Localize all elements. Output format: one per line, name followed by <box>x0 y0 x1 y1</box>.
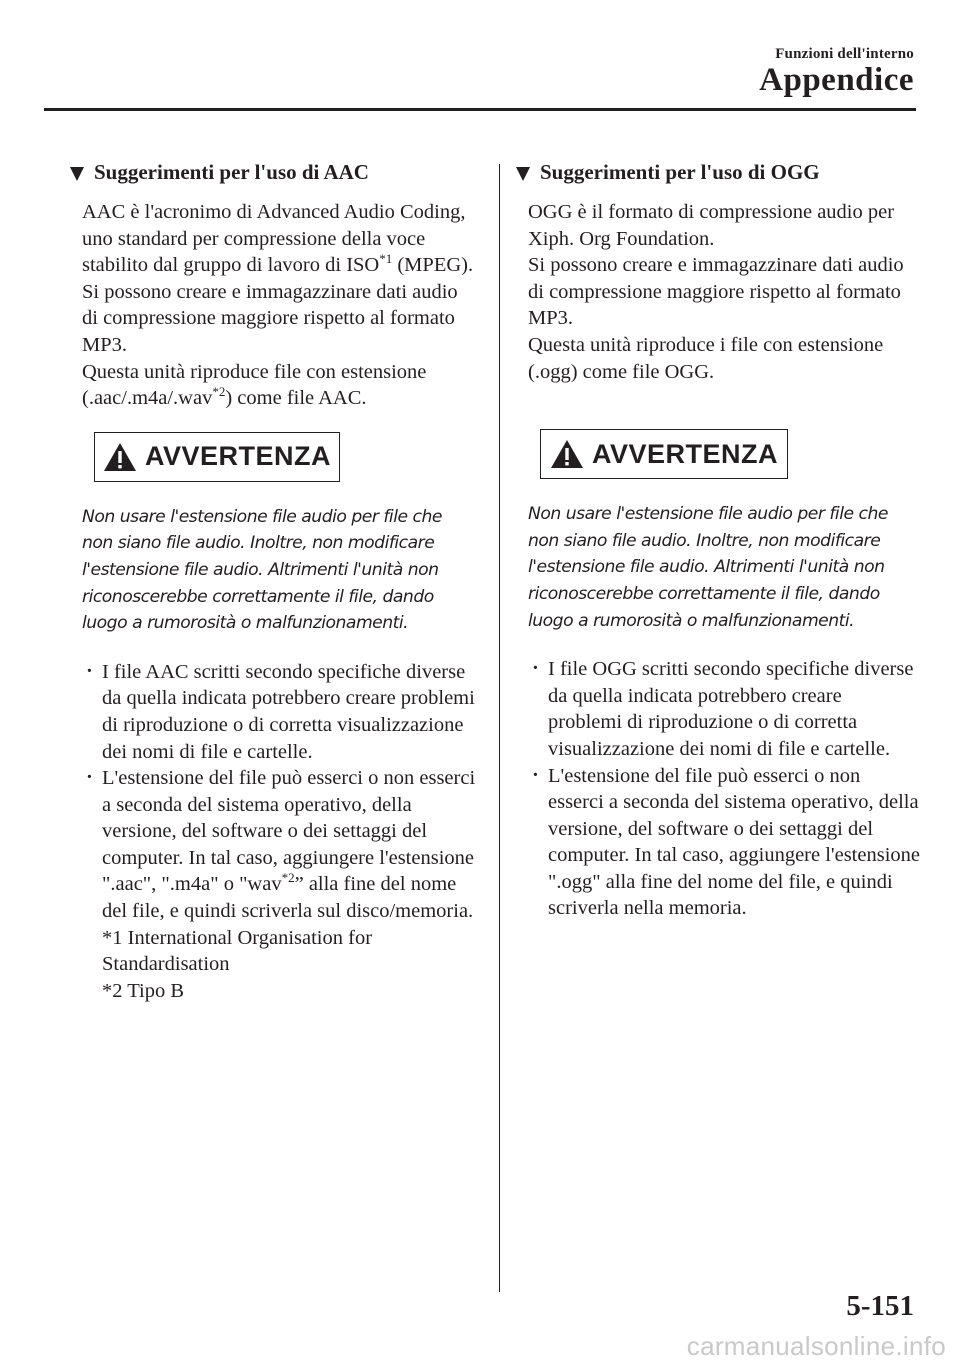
watermark: carmanualsonline.info <box>686 1331 946 1361</box>
list-item: · I file OGG scritti secondo specifiche diverse da quella indicata potrebbero creare problemi di riproduzione o di corretta visualizzazione dei nomi di file e cartelle. <box>528 656 920 762</box>
header-rule <box>44 108 916 111</box>
ogg-bullet-list <box>528 656 920 922</box>
ogg-intro-paragraph-2: Si possono creare e immagazzinare dati audio di compressione maggiore rispetto al formato MP3. <box>528 254 904 330</box>
list-item: · I file AAC scritti secondo specifiche diverse da quella indicata potrebbero creare problemi di riproduzione o di corretta visualizzazione dei nomi di file e cartelle. <box>82 659 476 765</box>
ogg-intro-paragraph-3: Questa unità riproduce i file con estensione (.ogg) come file OGG. <box>528 333 884 383</box>
ogg-intro-paragraph-1: OGG è il formato di compressione audio per Xiph. Org Foundation. <box>528 201 895 250</box>
footnote-ref-1: *1 <box>379 251 393 267</box>
aac-bullet-list <box>82 659 476 925</box>
right-column <box>528 160 920 922</box>
ogg-heading-text: Suggerimenti per l'uso di OGG <box>540 160 820 184</box>
aac-footnotes <box>82 925 476 1005</box>
header-chapter-title: Appendice <box>759 62 914 98</box>
aac-format-text-b: ) come file AAC. <box>225 387 367 410</box>
aac-warning-text: Non usare l'estensione file audio per file che non siano file audio. Inoltre, non modificare l'estensione file audio. Altrimenti l'unità non riconoscerebbe correttamente il file, dando luogo a rumorosità o malfunzionamenti. <box>82 506 442 634</box>
aac-format-text-a: Questa unità riproduce file con estensione (.aac/.m4a/.wav <box>82 360 427 410</box>
aac-intro-paragraph <box>82 199 476 359</box>
triangle-bullet-icon <box>70 167 84 181</box>
aac-intro-text-b: (MPEG). Si possono creare e immagazzinare dati audio di compressione maggiore rispetto al formato MP3. <box>82 254 474 356</box>
aac-heading <box>70 160 476 185</box>
aac-bullet2-text-b: ” alla fine del nome del file, e quindi scriverla sul disco/memoria. <box>102 873 474 923</box>
footnote-1: *1 International Organisation for Standardisation <box>102 926 373 976</box>
list-item <box>82 765 476 925</box>
warning-triangle-icon <box>550 439 584 469</box>
list-item: · L'estensione del file può esserci o non esserci a seconda del sistema operativo, della versione, del software o dei settaggi del computer. In tal caso, aggiungere l'estensione ".ogg" alla fine del nome del file, e quindi scriverla nella memoria. <box>528 763 920 923</box>
aac-bullet2-text-a: L'estensione del file può esserci o non esserci a seconda del sistema operativo, della versione, del software o dei settaggi del computer. In tal caso, aggiungere l'estensione ".aac", ".m4a" o "wav <box>102 767 476 896</box>
aac-intro-text-a: AAC è l'acronimo di Advanced Audio Coding, uno standard per compressione della voce stabilito dal gruppo di lavoro di ISO <box>82 201 466 277</box>
triangle-bullet-icon <box>516 167 530 181</box>
ogg-warning-label: AVVERTENZA <box>591 438 778 469</box>
page-number: 5-151 <box>846 1290 914 1322</box>
left-column <box>82 160 476 1004</box>
warning-triangle-icon <box>103 442 137 472</box>
ogg-heading <box>516 160 920 185</box>
aac-format-paragraph <box>82 359 476 412</box>
footnote-ref-2: *2 <box>212 384 226 400</box>
ogg-warning-text: Non usare l'estensione file audio per file che non siano file audio. Inoltre, non modificare l'estensione file audio. Altrimenti l'unità non riconoscerebbe correttamente il file, dando luogo a rumorosità o malfunzionamenti. <box>528 504 888 631</box>
aac-heading-text: Suggerimenti per l'uso di AAC <box>94 160 369 184</box>
ogg-warning-box <box>540 429 788 479</box>
header-section-title: Funzioni dell'interno <box>775 46 914 62</box>
aac-warning-box <box>94 432 340 482</box>
column-divider <box>499 164 500 1292</box>
footnote-ref-2b: *2 <box>281 870 295 886</box>
footnote-2: *2 Tipo B <box>102 979 185 1002</box>
aac-warning-label: AVVERTENZA <box>144 441 331 472</box>
